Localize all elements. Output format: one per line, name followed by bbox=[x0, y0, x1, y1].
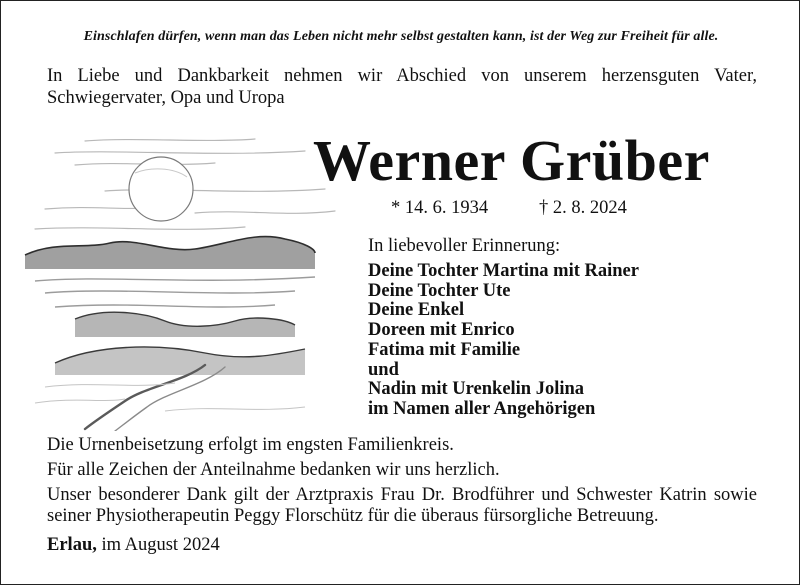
signature-line bbox=[47, 535, 220, 556]
intro-text: In Liebe und Dankbarkeit nehmen wir Abschied von unserem herzensguten Vater, Schwiegervater, Opa und Uropa bbox=[47, 66, 757, 108]
mourner-line: Deine Tochter Ute bbox=[368, 280, 511, 301]
death-date: † 2. 8. 2024 bbox=[539, 198, 627, 218]
birth-date: * 14. 6. 1934 bbox=[391, 198, 489, 218]
mourner-line: Deine Tochter Martina mit Rainer bbox=[368, 261, 639, 281]
special-thanks-notice: Unser besonderer Dank gilt der Arztpraxis Frau Dr. Brodführer und Schwester Katrin sowie seiner Physiotherapeutin Peggy Florschütz für die überaus fürsorgliche Betreuung. bbox=[47, 485, 757, 526]
burial-notice: Die Urnenbeisetzung erfolgt im engsten Familienkreis. bbox=[47, 435, 454, 455]
mourner-line: und bbox=[368, 359, 399, 380]
signature-place: Erlau, bbox=[47, 535, 97, 555]
mourner-line: Nadin mit Urenkelin Jolina bbox=[368, 379, 585, 400]
motto-quote: Einschlafen dürfen, wenn man das Leben nicht mehr selbst gestalten kann, ist der Weg zur Freiheit für alle. bbox=[83, 29, 719, 44]
mourner-line: im Namen aller Angehörigen bbox=[368, 398, 596, 419]
mourner-line: Fatima mit Familie bbox=[368, 339, 521, 360]
mourner-line: Doreen mit Enrico bbox=[368, 320, 515, 341]
deceased-name: Werner Grüber bbox=[313, 128, 710, 193]
mourners-list bbox=[368, 262, 639, 420]
sunset-landscape-sketch-icon bbox=[15, 131, 345, 431]
thanks-notice: Für alle Zeichen der Anteilnahme bedanken wir uns herzlich. bbox=[47, 460, 500, 480]
memory-label: In liebevoller Erinnerung: bbox=[368, 236, 561, 256]
mourner-line: Deine Enkel bbox=[368, 300, 465, 321]
signature-date: im August 2024 bbox=[101, 535, 220, 555]
